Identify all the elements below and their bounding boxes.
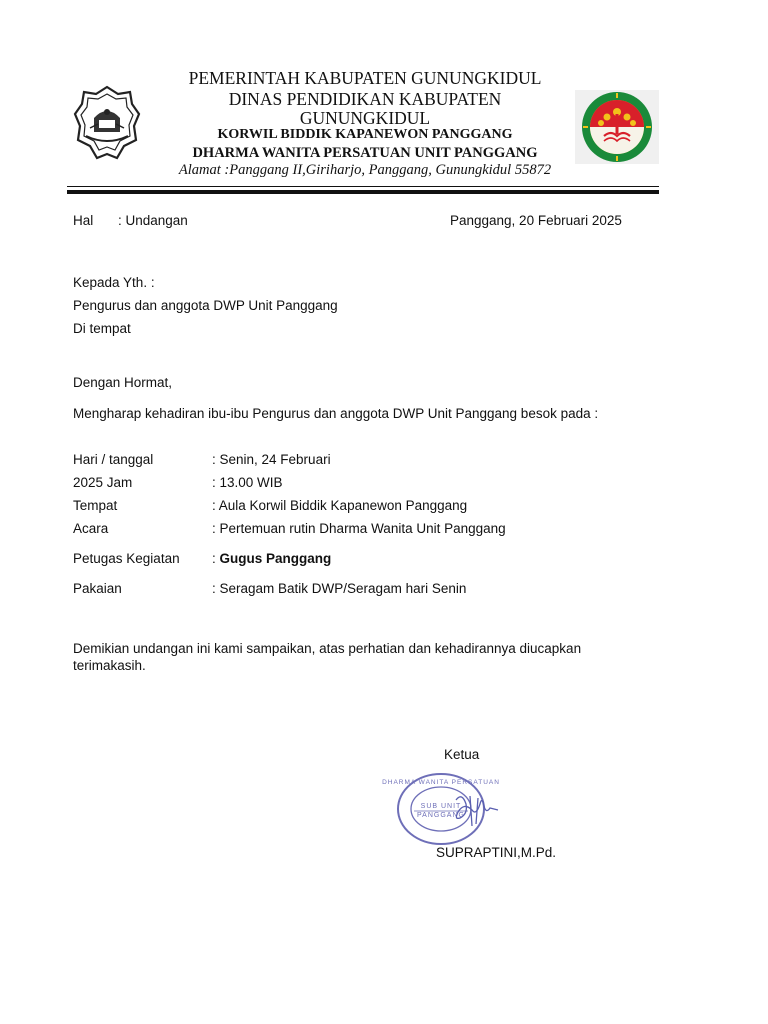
signature-title: Ketua — [444, 747, 480, 762]
signatory-name: SUPRAPTINI,M.Pd. — [436, 845, 557, 860]
detail-label-event: Acara — [73, 521, 109, 536]
recipient-salutation: Kepada Yth. : — [73, 275, 155, 290]
stamp-ring-text: DHARMA WANITA PERSATUAN — [382, 779, 500, 786]
detail-value-place: : Aula Korwil Biddik Kapanewon Panggang — [212, 498, 468, 513]
organizer-name: Gugus Panggang — [219, 551, 332, 566]
intro-paragraph: Mengharap kehadiran ibu-ibu Pengurus dan anggota DWP Unit Panggang besok pada : — [73, 406, 599, 421]
letterhead-organization: DHARMA WANITA PERSATUAN UNIT PANGGANG — [192, 145, 538, 161]
detail-value-event: : Pertemuan rutin Dharma Wanita Unit Panggang — [212, 521, 506, 536]
header-divider-thin — [67, 186, 659, 187]
recipient-place: Di tempat — [73, 321, 131, 336]
letterhead-government: PEMERINTAH KABUPATEN GUNUNGKIDUL — [188, 68, 542, 88]
detail-value-time: : 13.00 WIB — [212, 475, 283, 490]
header-divider-thick — [67, 190, 659, 194]
letterhead-address: Alamat :Panggang II,Giriharjo, Panggang, Gunungkidul 55872 — [178, 162, 552, 178]
detail-value-prefix: : — [212, 551, 220, 566]
closing-line-2: terimakasih. — [73, 658, 146, 673]
place-date: Panggang, 20 Februari 2025 — [450, 213, 622, 228]
letterhead-department: DINAS PENDIDIKAN KABUPATEN — [228, 89, 502, 109]
letterhead-department-cont: GUNUNGKIDUL — [299, 108, 431, 128]
recipient-name: Pengurus dan anggota DWP Unit Panggang — [73, 298, 338, 313]
stamp-center-text-1: SUB UNIT — [420, 803, 462, 810]
dharma-wanita-logo — [575, 90, 659, 164]
subject-value: : Undangan — [118, 213, 188, 228]
detail-label-date: Hari / tanggal — [73, 452, 154, 467]
organization-stamp — [382, 770, 508, 848]
greeting: Dengan Hormat, — [73, 375, 173, 390]
detail-label-time: 2025 Jam — [73, 475, 133, 490]
detail-label-organizer: Petugas Kegiatan — [73, 551, 180, 566]
detail-value-attire: : Seragam Batik DWP/Seragam hari Senin — [212, 581, 467, 596]
detail-value-date: : Senin, 24 Februari — [212, 452, 331, 467]
subject-label: Hal — [73, 213, 94, 228]
detail-value-organizer — [212, 551, 331, 566]
closing-line-1: Demikian undangan ini kami sampaikan, atas perhatian dan kehadirannya diucapkan — [73, 641, 582, 656]
letterhead-korwil: KORWIL BIDDIK KAPANEWON PANGGANG — [217, 127, 513, 142]
stamp-center-text-2: PANGGANG — [417, 812, 465, 819]
detail-label-attire: Pakaian — [73, 581, 122, 596]
detail-label-place: Tempat — [73, 498, 118, 513]
